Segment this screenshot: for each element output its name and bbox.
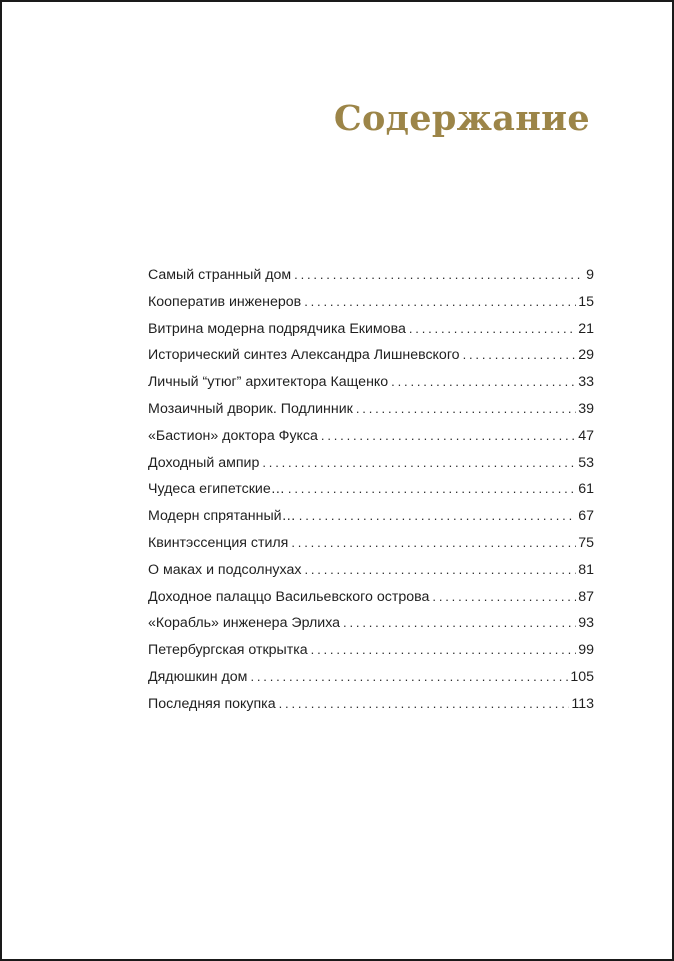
toc-entry-title: Дядюшкин дом [148, 668, 248, 685]
toc-entry-page-number: 53 [578, 454, 594, 471]
toc-entry-title: Личный “утюг” архитектора Кащенко [148, 374, 389, 391]
dot-leader [291, 530, 576, 557]
toc-entry-title: О маках и подсолнухах [148, 561, 302, 578]
toc-entry-page-number: 81 [578, 561, 594, 578]
toc-entry-page-number: 93 [578, 615, 594, 632]
toc-entry-title: Чудеса египетские… [148, 481, 285, 498]
toc-entry-page-number: 9 [586, 267, 594, 283]
toc-entry [148, 289, 594, 316]
table-of-contents [148, 262, 594, 718]
toc-entry [148, 530, 594, 557]
toc-entry-title: Доходный ампир [148, 454, 260, 471]
toc-entry-page-number: 47 [578, 427, 594, 444]
toc-entry-page-number: 29 [578, 347, 594, 364]
toc-entry-page-number: 39 [578, 400, 594, 417]
dot-leader [262, 450, 576, 477]
toc-entry [148, 423, 594, 450]
page-title: Содержание [333, 98, 590, 139]
toc-entry-title: Самый странный дом [148, 267, 292, 283]
toc-entry-title: Исторический синтез Александра Лишневского [148, 347, 460, 364]
toc-entry-page-number: 87 [578, 588, 594, 605]
toc-entry [148, 691, 594, 718]
toc-entry [148, 396, 594, 423]
toc-entry [148, 557, 594, 584]
dot-leader [343, 610, 576, 637]
dot-leader [321, 423, 576, 450]
toc-entry-page-number: 99 [578, 642, 594, 659]
dot-leader [463, 342, 577, 369]
toc-entry-title: Петербургская открытка [148, 642, 308, 659]
dot-leader [250, 664, 568, 691]
toc-entry [148, 316, 594, 343]
toc-entry [148, 664, 594, 691]
toc-entry-page-number: 61 [578, 481, 594, 498]
toc-entry-title: Витрина модерна подрядчика Екимова [148, 320, 406, 337]
dot-leader [391, 369, 576, 396]
toc-entry-page-number: 113 [571, 695, 594, 712]
toc-entry-page-number: 105 [570, 668, 594, 685]
dot-leader [356, 396, 576, 423]
toc-entry-title: Кооператив инженеров [148, 293, 302, 310]
toc-entry [148, 450, 594, 477]
dot-leader [279, 691, 570, 718]
toc-entry [148, 369, 594, 396]
toc-entry-title: «Корабль» инженера Эрлиха [148, 615, 341, 632]
dot-leader [304, 289, 576, 316]
toc-entry-page-number: 33 [578, 374, 594, 391]
toc-entry-title: Мозаичный дворик. Подлинник [148, 400, 353, 417]
toc-entry-title: «Бастион» доктора Фукса [148, 427, 318, 444]
dot-leader [409, 316, 576, 343]
dot-leader [304, 557, 576, 584]
toc-entry [148, 476, 594, 503]
toc-entry-title: Последняя покупка [148, 695, 276, 712]
toc-entry-page-number: 67 [578, 508, 594, 525]
toc-entry-title: Модерн спрятанный… [148, 508, 296, 525]
dot-leader [294, 262, 584, 289]
toc-entry-page-number: 15 [578, 293, 594, 310]
toc-entry [148, 503, 594, 530]
toc-entry-page-number: 75 [578, 534, 594, 551]
toc-entry [148, 342, 594, 369]
toc-entry [148, 610, 594, 637]
dot-leader [311, 637, 577, 664]
toc-entry-title: Доходное палаццо Васильевского острова [148, 588, 430, 605]
dot-leader [299, 503, 576, 530]
toc-entry-page-number: 21 [578, 320, 594, 337]
toc-entry [148, 262, 594, 289]
toc-entry [148, 584, 594, 611]
dot-leader [432, 584, 576, 611]
toc-entry-title: Квинтэссенция стиля [148, 534, 289, 551]
dot-leader [288, 476, 576, 503]
toc-entry [148, 637, 594, 664]
